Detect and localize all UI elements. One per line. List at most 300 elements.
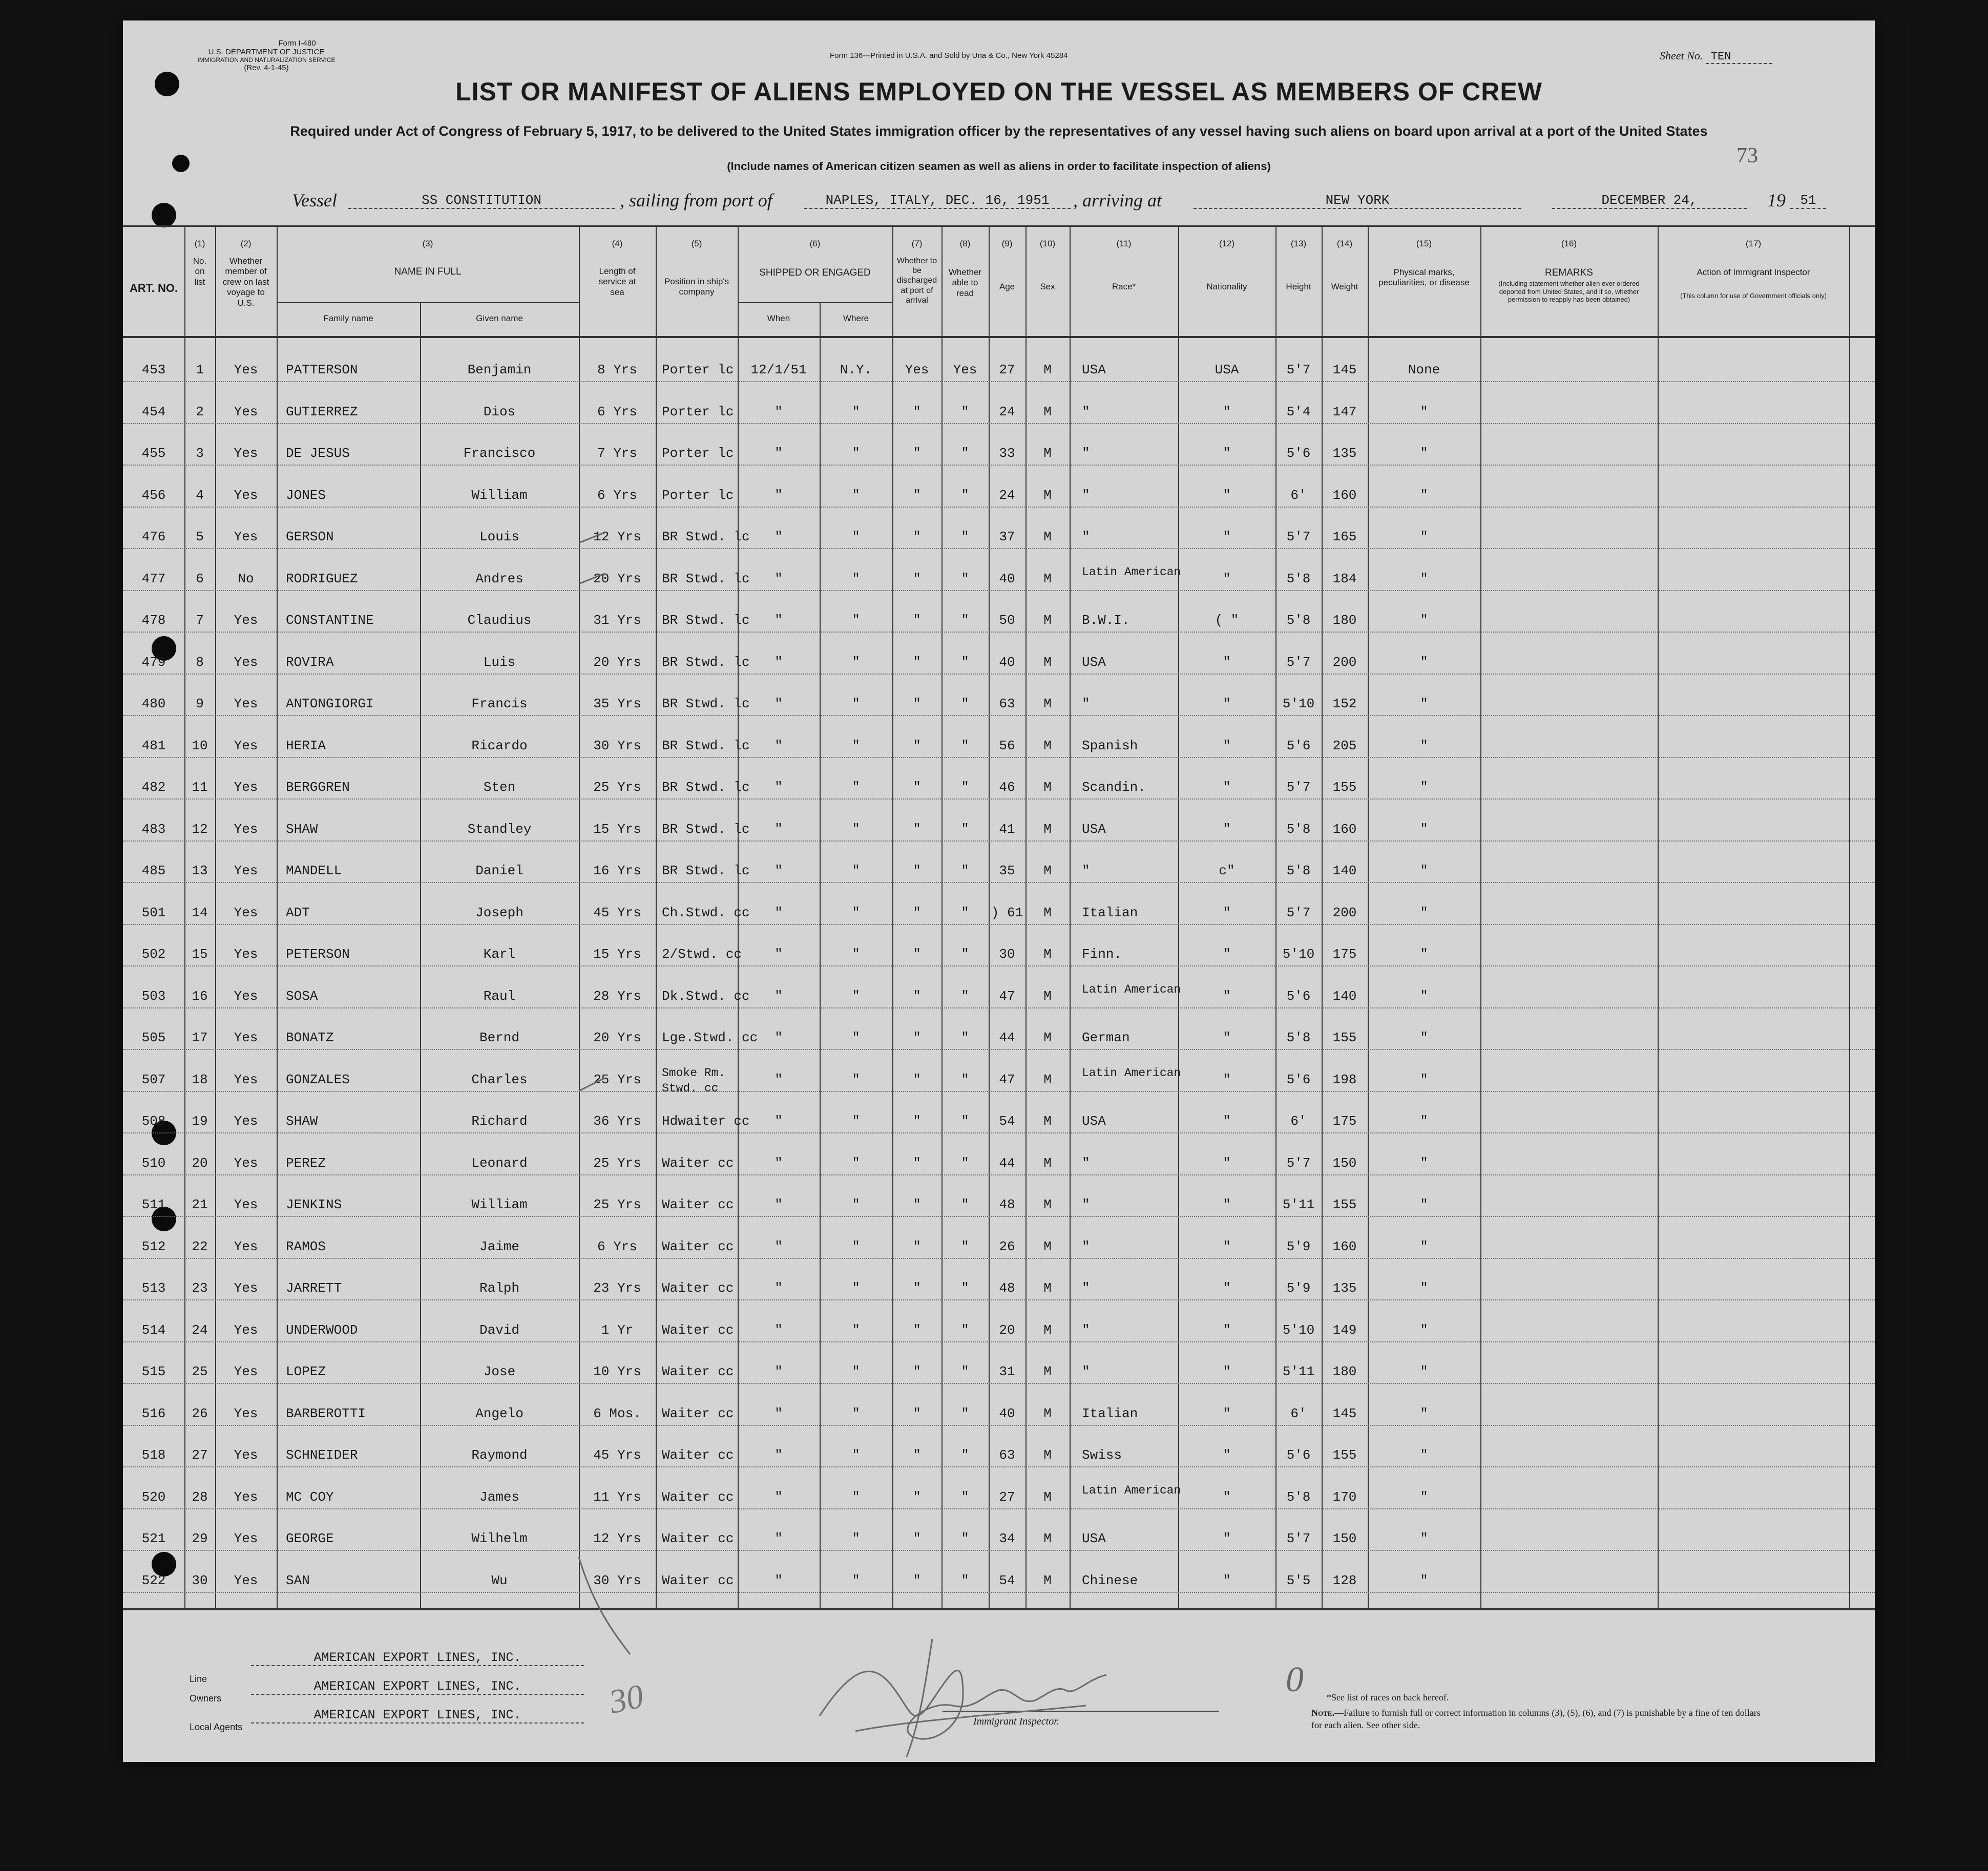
cell-position: Lge.Stwd. cc bbox=[662, 1030, 758, 1045]
cell-sex: M bbox=[1043, 696, 1052, 711]
cell-given-name: Luis bbox=[483, 654, 516, 670]
cell-family-name: RODRIGUEZ bbox=[286, 571, 358, 586]
cell-age: 20 bbox=[999, 1322, 1015, 1338]
page-title: LIST OR MANIFEST OF ALIENS EMPLOYED ON THE VESSEL AS MEMBERS OF CREW bbox=[455, 77, 1542, 106]
cell-list-no: 15 bbox=[192, 947, 208, 962]
vessel-name: SS CONSTITUTION bbox=[348, 193, 615, 209]
cell-service-length: 6 Yrs bbox=[597, 487, 637, 503]
cell-last-voyage: No bbox=[238, 571, 254, 586]
cell-age: 48 bbox=[999, 1280, 1015, 1296]
cell-service-length: 25 Yrs bbox=[593, 1155, 641, 1171]
col-art-no: ART. NO. bbox=[129, 282, 178, 295]
cell-sex: M bbox=[1043, 1030, 1052, 1045]
table-top-rule bbox=[123, 225, 1875, 227]
cell-position: BR Stwd. lc bbox=[662, 863, 750, 878]
cell-physical-marks: " bbox=[1420, 905, 1428, 920]
cell-art-no: 456 bbox=[141, 487, 166, 503]
cell-service-length: 31 Yrs bbox=[593, 613, 641, 628]
table-row bbox=[123, 1478, 1875, 1517]
cell-shipped-when: " bbox=[775, 1113, 783, 1129]
cell-list-no: 10 bbox=[192, 738, 208, 753]
cell-physical-marks: " bbox=[1420, 947, 1428, 962]
cell-discharged: " bbox=[913, 696, 921, 711]
cell-race: Swiss bbox=[1082, 1447, 1122, 1463]
cell-weight: 200 bbox=[1332, 905, 1357, 920]
cell-given-name: Jose bbox=[483, 1364, 516, 1379]
col-able-read: Whether able to read bbox=[948, 267, 982, 298]
owners-label: Owners bbox=[190, 1693, 222, 1704]
table-row bbox=[123, 517, 1875, 556]
cell-shipped-where: " bbox=[852, 1572, 860, 1588]
cell-shipped-when: " bbox=[775, 1071, 783, 1087]
cell-nationality: " bbox=[1223, 1280, 1231, 1296]
cell-able-to-read: " bbox=[961, 780, 969, 795]
cell-height: 5'8 bbox=[1286, 863, 1311, 878]
cell-height: 5'6 bbox=[1286, 1071, 1311, 1087]
cell-art-no: 453 bbox=[141, 362, 166, 377]
cell-list-no: 12 bbox=[192, 821, 208, 837]
cell-family-name: CONSTANTINE bbox=[286, 613, 374, 628]
cell-physical-marks: " bbox=[1420, 1322, 1428, 1338]
cell-age: 40 bbox=[999, 571, 1015, 586]
cell-service-length: 15 Yrs bbox=[593, 821, 641, 837]
cell-shipped-when: " bbox=[775, 947, 783, 962]
cell-service-length: 6 Yrs bbox=[597, 1238, 637, 1254]
cell-race: " bbox=[1082, 1155, 1090, 1171]
cell-race: USA bbox=[1082, 654, 1106, 670]
cell-height: 5'7 bbox=[1286, 905, 1311, 920]
cell-position: BR Stwd. lc bbox=[662, 821, 750, 837]
col-shipped-engaged: SHIPPED OR ENGAGED bbox=[759, 267, 871, 278]
cell-physical-marks: " bbox=[1420, 1197, 1428, 1212]
cell-given-name: Angelo bbox=[475, 1405, 524, 1421]
cell-weight: 155 bbox=[1332, 1447, 1357, 1463]
cell-shipped-when: " bbox=[775, 821, 783, 837]
cell-physical-marks: " bbox=[1420, 1155, 1428, 1171]
cell-position: Waiter cc bbox=[662, 1364, 734, 1379]
cell-position: Waiter cc bbox=[662, 1280, 734, 1296]
cell-race: Latin American bbox=[1082, 1483, 1181, 1497]
col-num: (11) bbox=[1116, 239, 1132, 248]
cell-sex: M bbox=[1043, 1531, 1052, 1546]
cell-discharged: " bbox=[913, 613, 921, 628]
cell-shipped-where: N.Y. bbox=[840, 362, 872, 377]
cell-able-to-read: " bbox=[961, 404, 969, 419]
cell-last-voyage: Yes bbox=[234, 1531, 258, 1546]
cell-able-to-read: " bbox=[961, 1238, 969, 1254]
cell-height: 5'4 bbox=[1286, 404, 1311, 419]
col-position: Position in ship's company bbox=[664, 277, 729, 297]
cell-nationality: " bbox=[1223, 1364, 1231, 1379]
cell-height: 5'10 bbox=[1282, 696, 1315, 711]
cell-nationality: " bbox=[1223, 529, 1231, 544]
cell-list-no: 21 bbox=[192, 1197, 208, 1212]
cell-service-length: 20 Yrs bbox=[593, 654, 641, 670]
cell-able-to-read: " bbox=[961, 1447, 969, 1463]
cell-race: " bbox=[1082, 696, 1090, 711]
cell-service-length: 10 Yrs bbox=[593, 1364, 641, 1379]
cell-art-no: 480 bbox=[141, 696, 166, 711]
cell-shipped-where: " bbox=[852, 1322, 860, 1338]
cell-service-length: 30 Yrs bbox=[593, 1572, 641, 1588]
cell-weight: 152 bbox=[1332, 696, 1357, 711]
cell-service-length: 20 Yrs bbox=[593, 1030, 641, 1045]
cell-shipped-when: " bbox=[775, 613, 783, 628]
cell-discharged: " bbox=[913, 988, 921, 1004]
cell-position: BR Stwd. lc bbox=[662, 654, 750, 670]
table-row bbox=[123, 350, 1875, 389]
cell-sex: M bbox=[1043, 1197, 1052, 1212]
cell-position: Waiter cc bbox=[662, 1238, 734, 1254]
cell-weight: 160 bbox=[1332, 487, 1357, 503]
cell-family-name: SHAW bbox=[286, 1113, 318, 1129]
cell-sex: M bbox=[1043, 1155, 1052, 1171]
note-label: Note. bbox=[1311, 1708, 1334, 1718]
cell-sex: M bbox=[1043, 362, 1052, 377]
cell-age: 27 bbox=[999, 1489, 1015, 1505]
cell-height: 6' bbox=[1290, 487, 1307, 503]
cell-age: 35 bbox=[999, 863, 1015, 878]
cell-sex: M bbox=[1043, 988, 1052, 1004]
cell-shipped-when: " bbox=[775, 905, 783, 920]
cell-shipped-when: " bbox=[775, 1280, 783, 1296]
cell-service-length: 25 Yrs bbox=[593, 1071, 641, 1087]
cell-family-name: SOSA bbox=[286, 988, 318, 1004]
table-row bbox=[123, 434, 1875, 473]
table-row bbox=[123, 1561, 1875, 1600]
cell-service-length: 8 Yrs bbox=[597, 362, 637, 377]
cell-art-no: 507 bbox=[141, 1071, 166, 1087]
cell-nationality: " bbox=[1223, 1155, 1231, 1171]
cell-list-no: 6 bbox=[196, 571, 204, 586]
cell-shipped-where: " bbox=[852, 1489, 860, 1505]
cell-shipped-when: " bbox=[775, 571, 783, 586]
cell-position: Smoke Rm. Stwd. cc bbox=[662, 1066, 726, 1095]
cell-discharged: " bbox=[913, 529, 921, 544]
cell-age: 50 bbox=[999, 613, 1015, 628]
arriving-label: , arriving at bbox=[1073, 190, 1162, 211]
cell-nationality: " bbox=[1223, 738, 1231, 753]
cell-able-to-read: " bbox=[961, 738, 969, 753]
cell-nationality: " bbox=[1223, 821, 1231, 837]
table-row bbox=[123, 1394, 1875, 1433]
cell-position: Waiter cc bbox=[662, 1447, 734, 1463]
cell-service-length: 12 Yrs bbox=[593, 529, 641, 544]
cell-discharged: " bbox=[913, 1531, 921, 1546]
cell-race: USA bbox=[1082, 1531, 1106, 1546]
cell-last-voyage: Yes bbox=[234, 696, 258, 711]
cell-given-name: Karl bbox=[483, 947, 516, 962]
col-discharged: Whether to be discharged at port of arrival bbox=[896, 257, 937, 305]
col-age: Age bbox=[999, 282, 1015, 291]
cell-height: 5'11 bbox=[1282, 1364, 1315, 1379]
cell-discharged: " bbox=[913, 947, 921, 962]
cell-art-no: 476 bbox=[141, 529, 166, 544]
cell-family-name: SHAW bbox=[286, 821, 318, 837]
cell-weight: 149 bbox=[1332, 1322, 1357, 1338]
col-num: (13) bbox=[1290, 239, 1307, 248]
cell-shipped-when: " bbox=[775, 1322, 783, 1338]
cell-position: BR Stwd. lc bbox=[662, 571, 750, 586]
cell-weight: 198 bbox=[1332, 1071, 1357, 1087]
zero-mark: 0 bbox=[1286, 1660, 1304, 1699]
cell-weight: 170 bbox=[1332, 1489, 1357, 1505]
cell-shipped-when: " bbox=[775, 1572, 783, 1588]
cell-last-voyage: Yes bbox=[234, 613, 258, 628]
cell-race: B.W.I. bbox=[1082, 613, 1130, 628]
cell-discharged: " bbox=[913, 1322, 921, 1338]
agents-value: AMERICAN EXPORT LINES, INC. bbox=[251, 1708, 584, 1723]
cell-race: " bbox=[1082, 1322, 1090, 1338]
col-length-service: Length of service at sea bbox=[598, 266, 636, 297]
cell-service-length: 7 Yrs bbox=[597, 446, 637, 461]
cell-art-no: 522 bbox=[141, 1572, 166, 1588]
cell-physical-marks: " bbox=[1420, 738, 1428, 753]
cell-shipped-where: " bbox=[852, 404, 860, 419]
cell-able-to-read: " bbox=[961, 613, 969, 628]
cell-service-length: 11 Yrs bbox=[593, 1489, 641, 1505]
cell-height: 5'8 bbox=[1286, 613, 1311, 628]
cell-shipped-when: 12/1/51 bbox=[750, 362, 807, 377]
cell-list-no: 4 bbox=[196, 487, 204, 503]
cell-service-length: 30 Yrs bbox=[593, 738, 641, 753]
footer-labels bbox=[190, 1665, 207, 1693]
shipped-sub-rule bbox=[738, 302, 892, 303]
col-num: (1) bbox=[194, 239, 205, 248]
table-row bbox=[123, 1227, 1875, 1266]
cell-weight: 145 bbox=[1332, 362, 1357, 377]
cell-shipped-when: " bbox=[775, 780, 783, 795]
cell-weight: 160 bbox=[1332, 821, 1357, 837]
cell-physical-marks: " bbox=[1420, 780, 1428, 795]
cell-list-no: 27 bbox=[192, 1447, 208, 1463]
cell-sex: M bbox=[1043, 571, 1052, 586]
cell-discharged: " bbox=[913, 1280, 921, 1296]
form-dept: U.S. DEPARTMENT OF JUSTICE bbox=[208, 48, 325, 57]
cell-nationality: " bbox=[1223, 1322, 1231, 1338]
cell-height: 5'6 bbox=[1286, 738, 1311, 753]
cell-position: 2/Stwd. cc bbox=[662, 947, 742, 962]
header-bottom-rule bbox=[123, 336, 1875, 338]
cell-able-to-read: " bbox=[961, 1364, 969, 1379]
cell-family-name: BONATZ bbox=[286, 1030, 334, 1045]
cell-physical-marks: " bbox=[1420, 404, 1428, 419]
cell-shipped-where: " bbox=[852, 1030, 860, 1045]
cell-weight: 165 bbox=[1332, 529, 1357, 544]
cell-able-to-read: " bbox=[961, 1572, 969, 1588]
cell-family-name: JARRETT bbox=[286, 1280, 342, 1296]
cell-discharged: " bbox=[913, 1030, 921, 1045]
cell-family-name: MC COY bbox=[286, 1489, 334, 1505]
cell-art-no: 510 bbox=[141, 1155, 166, 1171]
cell-position: Ch.Stwd. cc bbox=[662, 905, 750, 920]
cell-height: 5'6 bbox=[1286, 988, 1311, 1004]
cell-nationality: " bbox=[1223, 947, 1231, 962]
cell-physical-marks: " bbox=[1420, 1531, 1428, 1546]
sheet-number bbox=[1660, 49, 1772, 64]
cell-service-length: 15 Yrs bbox=[593, 947, 641, 962]
cell-nationality: " bbox=[1223, 446, 1231, 461]
cell-race: " bbox=[1082, 1364, 1090, 1379]
cell-last-voyage: Yes bbox=[234, 780, 258, 795]
cell-list-no: 2 bbox=[196, 404, 204, 419]
table-row bbox=[123, 1144, 1875, 1183]
cell-age: ) 61 bbox=[991, 905, 1023, 920]
cell-able-to-read: " bbox=[961, 905, 969, 920]
cell-service-length: 25 Yrs bbox=[593, 1197, 641, 1212]
cell-shipped-where: " bbox=[852, 1531, 860, 1546]
form-service: IMMIGRATION AND NATURALIZATION SERVICE bbox=[197, 56, 336, 64]
cell-shipped-where: " bbox=[852, 1405, 860, 1421]
cell-height: 6' bbox=[1290, 1113, 1307, 1129]
cell-able-to-read: " bbox=[961, 1531, 969, 1546]
binder-hole bbox=[152, 203, 176, 227]
line-value: AMERICAN EXPORT LINES, INC. bbox=[251, 1650, 584, 1666]
cell-nationality: " bbox=[1223, 571, 1231, 586]
cell-discharged: " bbox=[913, 446, 921, 461]
cell-physical-marks: " bbox=[1420, 863, 1428, 878]
cell-physical-marks: " bbox=[1420, 1405, 1428, 1421]
cell-shipped-when: " bbox=[775, 1030, 783, 1045]
cell-weight: 150 bbox=[1332, 1531, 1357, 1546]
cell-age: 47 bbox=[999, 1071, 1015, 1087]
cell-list-no: 7 bbox=[196, 613, 204, 628]
sailing-label: , sailing from port of bbox=[620, 190, 772, 211]
cell-shipped-when: " bbox=[775, 529, 783, 544]
stamp-number: 73 bbox=[1736, 144, 1758, 167]
cell-physical-marks: " bbox=[1420, 1364, 1428, 1379]
cell-list-no: 18 bbox=[192, 1071, 208, 1087]
cell-race: USA bbox=[1082, 362, 1106, 377]
cell-shipped-where: " bbox=[852, 487, 860, 503]
cell-height: 5'6 bbox=[1286, 1447, 1311, 1463]
cell-shipped-where: " bbox=[852, 654, 860, 670]
cell-service-length: 25 Yrs bbox=[593, 780, 641, 795]
cell-position: Porter lc bbox=[662, 362, 734, 377]
cell-last-voyage: Yes bbox=[234, 654, 258, 670]
cell-list-no: 28 bbox=[192, 1489, 208, 1505]
table-row bbox=[123, 1311, 1875, 1350]
cell-position: Waiter cc bbox=[662, 1489, 734, 1505]
cell-sex: M bbox=[1043, 404, 1052, 419]
cell-position: Waiter cc bbox=[662, 1572, 734, 1588]
cell-given-name: Joseph bbox=[475, 905, 524, 920]
cell-shipped-when: " bbox=[775, 1197, 783, 1212]
form-id: Form I-480 bbox=[278, 39, 316, 48]
col-name-in-full: NAME IN FULL bbox=[394, 266, 462, 277]
cell-last-voyage: Yes bbox=[234, 1572, 258, 1588]
cell-family-name: MANDELL bbox=[286, 863, 342, 878]
cell-given-name: Andres bbox=[475, 571, 524, 586]
table-row bbox=[123, 768, 1875, 807]
cell-discharged: " bbox=[913, 1405, 921, 1421]
table-row bbox=[123, 893, 1875, 932]
cell-service-length: 23 Yrs bbox=[593, 1280, 641, 1296]
cell-family-name: PATTERSON bbox=[286, 362, 358, 377]
col-inspector-note: (This column for use of Government officials only) bbox=[1680, 292, 1827, 300]
cell-last-voyage: Yes bbox=[234, 1447, 258, 1463]
cell-physical-marks: None bbox=[1408, 362, 1440, 377]
cell-shipped-when: " bbox=[775, 1489, 783, 1505]
races-note: *See list of races on back hereof. bbox=[1327, 1692, 1449, 1702]
cell-shipped-when: " bbox=[775, 404, 783, 419]
cell-art-no: 481 bbox=[141, 738, 166, 753]
cell-race: Latin American bbox=[1082, 982, 1181, 996]
cell-physical-marks: " bbox=[1420, 1572, 1428, 1588]
cell-shipped-when: " bbox=[775, 1155, 783, 1171]
cell-art-no: 521 bbox=[141, 1531, 166, 1546]
cell-art-no: 455 bbox=[141, 446, 166, 461]
cell-sex: M bbox=[1043, 1447, 1052, 1463]
cell-race: Italian bbox=[1082, 1405, 1138, 1421]
form-identifier bbox=[190, 39, 343, 73]
cell-age: 46 bbox=[999, 780, 1015, 795]
inspector-label: Immigrant Inspector. bbox=[973, 1716, 1059, 1727]
table-row bbox=[123, 601, 1875, 640]
cell-weight: 184 bbox=[1332, 571, 1357, 586]
cell-family-name: JONES bbox=[286, 487, 326, 503]
cell-art-no: 520 bbox=[141, 1489, 166, 1505]
cell-height: 5'8 bbox=[1286, 571, 1311, 586]
cell-art-no: 512 bbox=[141, 1238, 166, 1254]
cell-shipped-where: " bbox=[852, 1071, 860, 1087]
cell-discharged: " bbox=[913, 1489, 921, 1505]
cell-family-name: LOPEZ bbox=[286, 1364, 326, 1379]
cell-shipped-where: " bbox=[852, 738, 860, 753]
cell-list-no: 1 bbox=[196, 362, 204, 377]
cell-shipped-when: " bbox=[775, 1238, 783, 1254]
cell-nationality: " bbox=[1223, 1489, 1231, 1505]
cell-list-no: 9 bbox=[196, 696, 204, 711]
cell-service-length: 12 Yrs bbox=[593, 1531, 641, 1546]
cell-given-name: Claudius bbox=[467, 613, 532, 628]
cell-nationality: " bbox=[1223, 1197, 1231, 1212]
cell-physical-marks: " bbox=[1420, 1489, 1428, 1505]
cell-family-name: BARBEROTTI bbox=[286, 1405, 366, 1421]
cell-physical-marks: " bbox=[1420, 529, 1428, 544]
cell-height: 5'9 bbox=[1286, 1238, 1311, 1254]
cell-family-name: SAN bbox=[286, 1572, 310, 1588]
cell-height: 5'9 bbox=[1286, 1280, 1311, 1296]
cell-height: 5'7 bbox=[1286, 362, 1311, 377]
cell-race: Chinese bbox=[1082, 1572, 1138, 1588]
col-given-name: Given name bbox=[476, 313, 523, 323]
cell-position: BR Stwd. lc bbox=[662, 529, 750, 544]
cell-nationality: " bbox=[1223, 1405, 1231, 1421]
cell-last-voyage: Yes bbox=[234, 529, 258, 544]
cell-position: BR Stwd. lc bbox=[662, 613, 750, 628]
cell-family-name: ROVIRA bbox=[286, 654, 334, 670]
cell-given-name: William bbox=[471, 487, 528, 503]
cell-sex: M bbox=[1043, 487, 1052, 503]
cell-sex: M bbox=[1043, 1113, 1052, 1129]
cell-physical-marks: " bbox=[1420, 1238, 1428, 1254]
cell-shipped-when: " bbox=[775, 654, 783, 670]
cell-shipped-when: " bbox=[775, 446, 783, 461]
cell-last-voyage: Yes bbox=[234, 947, 258, 962]
note-text: —Failure to furnish full or correct information in columns (3), (5), (6), and (7) is punishable by a fine of ten dollars for each alien. See other side. bbox=[1311, 1708, 1761, 1730]
table-row bbox=[123, 851, 1875, 890]
cell-given-name: Leonard bbox=[471, 1155, 528, 1171]
col-when: When bbox=[767, 313, 790, 323]
cell-physical-marks: " bbox=[1420, 1030, 1428, 1045]
cell-able-to-read: " bbox=[961, 1405, 969, 1421]
cell-able-to-read: " bbox=[961, 821, 969, 837]
cell-discharged: " bbox=[913, 1572, 921, 1588]
cell-position: Waiter cc bbox=[662, 1531, 734, 1546]
cell-race: Spanish bbox=[1082, 738, 1138, 753]
cell-height: 5'7 bbox=[1286, 1531, 1311, 1546]
